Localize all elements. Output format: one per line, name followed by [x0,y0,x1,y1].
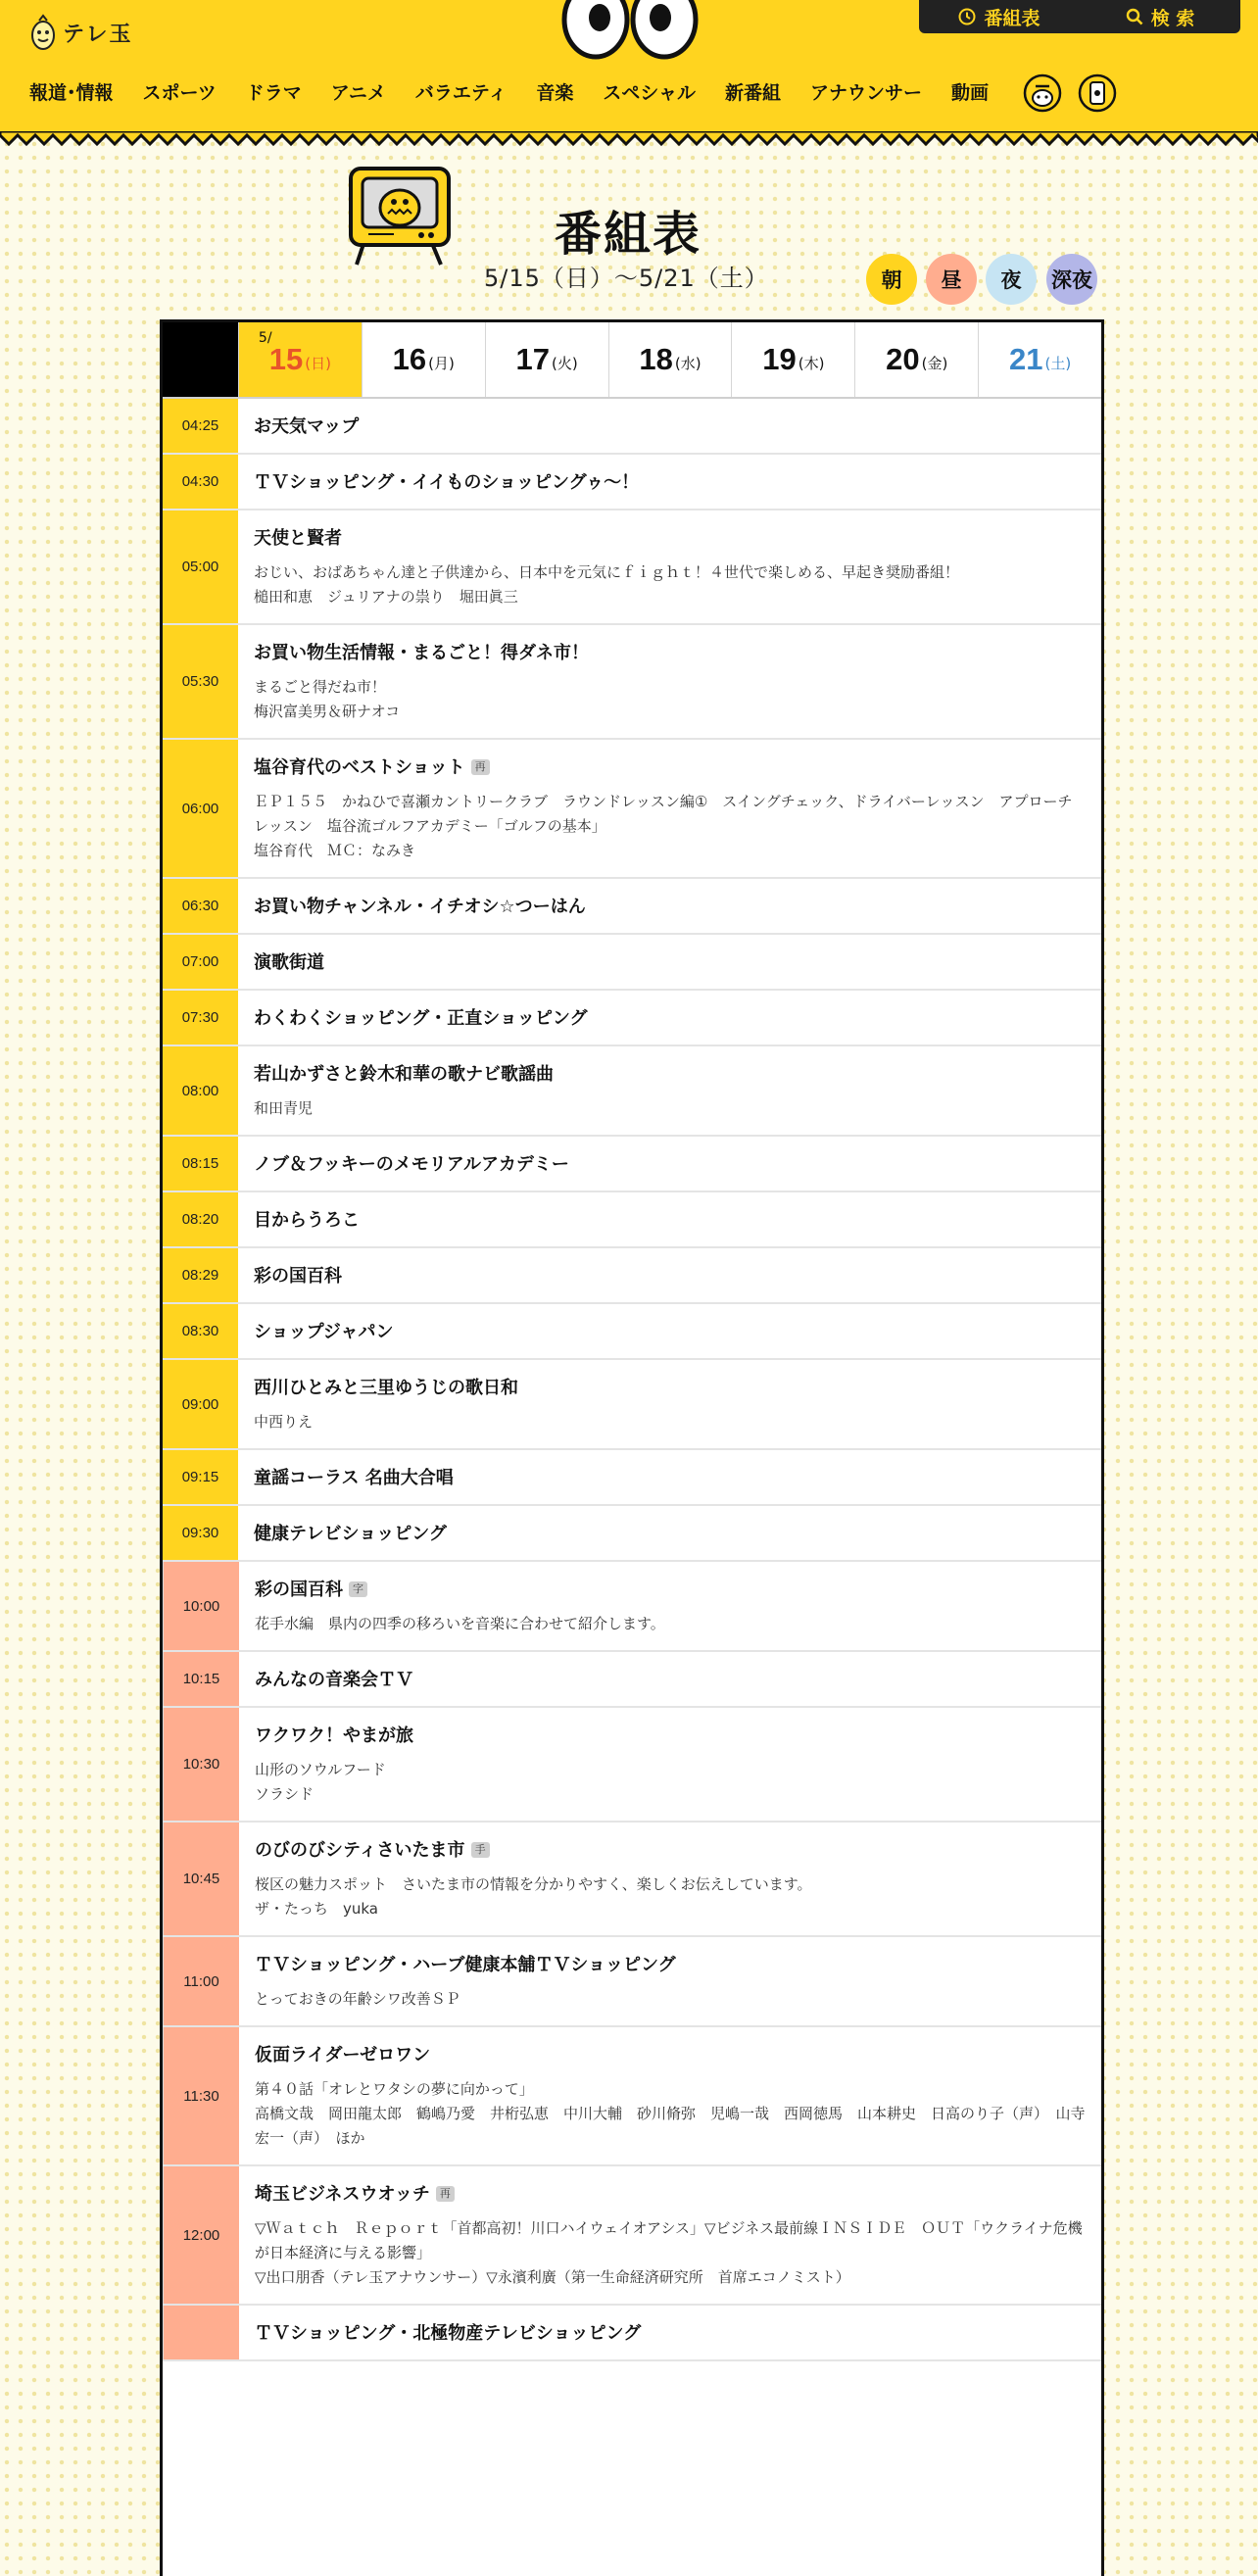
program-description: ▽Ｗａｔｃｈ Ｒｅｐｏｒｔ「首都高初！川口ハイウェイオアシス」▽ビジネス最前線ＩＮＳＩＤＥ ＯＵＴ「ウクライナ危機が日本経済に与える影響」 ▽出口朋香（テレ玉アナウンサー）▽永濱利廣（第一生命経済研究所 首席エコノミスト） [255,2219,1083,2286]
program-row[interactable] [163,991,1101,1046]
program-time: 05:00 [163,510,238,623]
program-title-line [254,756,1086,780]
program-info [238,1046,1101,1135]
program-title-line [254,1467,1086,1490]
day-tab-20[interactable] [854,322,978,397]
program-row[interactable] [163,2306,1101,2361]
program-description: 和田青児 [254,1099,314,1117]
top-button-bar [919,0,1240,33]
mascot-icon[interactable] [1023,73,1062,113]
program-info [238,510,1101,623]
program-row[interactable] [163,740,1101,879]
program-time: 10:45 [163,1823,239,1935]
program-row[interactable] [163,1823,1101,1937]
nav-drama[interactable]: ドラマ [245,82,302,104]
program-description: 花手水編 県内の四季の移ろいを音楽に合わせて紹介します。 [255,1615,665,1632]
program-title-line [254,1007,1086,1031]
program-title-line [254,1321,1086,1344]
night-label: 夜 [1000,268,1022,292]
program-title[interactable]: ＴＶショッピング・北極物産テレビショッピング [255,2323,642,2344]
program-title[interactable]: 塩谷育代のベストショット [254,757,465,778]
program-title[interactable]: ノブ＆フッキーのメモリアルアカデミー [254,1154,569,1175]
time-of-day-night-button[interactable] [986,254,1037,305]
program-time: 04:25 [163,399,238,453]
program-title[interactable]: わくわくショッピング・正直ショッピング [254,1008,588,1029]
program-info [239,2306,1101,2359]
program-info [238,1248,1101,1302]
time-of-day-late-night-button[interactable] [1046,254,1097,305]
day-tab-15[interactable] [238,322,362,397]
program-info [238,455,1101,509]
program-title-line [254,1063,1086,1087]
site-header [0,0,1258,135]
day-number: 17 [515,342,550,376]
nav-announcers[interactable]: アナウンサー [809,82,922,104]
program-info [238,879,1101,933]
program-time: 08:20 [163,1192,238,1246]
program-row[interactable] [163,1937,1101,2027]
program-badge: 再 [436,2186,455,2202]
program-time: 04:30 [163,455,238,509]
program-info [238,1137,1101,1191]
day-tab-16[interactable] [362,322,485,397]
program-title-line [255,2322,1086,2346]
program-row[interactable] [163,1248,1101,1304]
day-tab-21[interactable] [978,322,1101,397]
page-title: 番組表 [555,207,702,262]
day-weekday: (月) [428,354,455,372]
program-row[interactable] [163,1304,1101,1360]
program-title-line [254,1523,1086,1546]
program-title-line [255,1954,1086,1977]
program-row[interactable] [163,1046,1101,1137]
program-title-line [255,2044,1086,2067]
program-info [238,740,1101,877]
program-row[interactable] [163,1192,1101,1248]
day-month: 5/ [258,330,272,346]
program-time: 08:29 [163,1248,238,1302]
program-time: 08:15 [163,1137,238,1191]
program-time: 11:30 [163,2027,239,2164]
tv-mascot-icon [343,165,457,267]
day-number: 19 [762,342,797,376]
program-time: 10:00 [163,1562,239,1650]
program-title[interactable]: ＴＶショッピング・イイものショッピングゥ～！ [254,472,640,493]
program-time: 07:00 [163,935,238,989]
program-title[interactable]: 演歌街道 [254,952,324,973]
program-info [238,1192,1101,1246]
program-title-line [254,1153,1086,1177]
day-selector [163,322,1101,399]
day-tab-17[interactable] [485,322,608,397]
program-title[interactable]: 童謡コーラス 名曲大合唱 [254,1468,454,1488]
program-info [239,1823,1101,1935]
time-of-day-morning-button[interactable] [866,254,917,305]
day-number: 20 [886,342,920,376]
day-number: 16 [392,342,427,376]
program-title[interactable]: 若山かずさと鈴木和華の歌ナビ歌謡曲 [254,1064,554,1085]
nav-new-programs[interactable]: 新番組 [724,82,781,104]
program-title[interactable]: 仮面ライダーゼロワン [255,2045,431,2066]
program-info [239,1562,1101,1650]
mobile-icon[interactable] [1078,73,1117,113]
program-title-line [255,1579,1086,1602]
program-title-line [254,1209,1086,1233]
program-title-line [255,1839,1086,1863]
program-time: 06:00 [163,740,238,877]
program-row[interactable] [163,1506,1101,1562]
nav-sports[interactable]: スポーツ [142,82,217,104]
nav-music[interactable]: 音楽 [536,82,574,104]
program-guide-button[interactable] [919,0,1080,33]
program-info [239,2027,1101,2164]
program-info [239,1652,1101,1706]
program-info [239,1708,1101,1821]
program-title-line [254,527,1086,551]
program-title-line [255,2183,1086,2207]
program-title-line [254,951,1086,975]
program-description: ＥＰ１５５ かねひで喜瀬カントリークラブ ラウンドレッスン編① スイングチェック、ドライバーレッスン アプローチレッスン 塩谷流ゴルフアカデミー「ゴルフの基本」 塩谷育代 ＭＣ：なみき [254,793,1073,859]
program-time: 11:00 [163,1937,239,2025]
program-time: 09:30 [163,1506,238,1560]
program-title[interactable]: お買い物生活情報・まるごと！得ダネ市！ [254,643,589,663]
program-guide-label: 番組表 [984,7,1040,29]
logo-text: テレ玉 [63,22,133,47]
program-time: 09:15 [163,1450,238,1504]
program-title-line [254,415,1086,439]
tetama-mascot-icon [29,14,57,51]
program-title[interactable]: ショップジャパン [254,1322,394,1342]
day-tab-19[interactable] [731,322,854,397]
program-info [238,1360,1101,1448]
program-description: まるごと得だね市！ 梅沢富美男＆研ナオコ [254,678,401,720]
program-title-line [254,1377,1086,1400]
clock-icon [958,8,976,25]
program-row[interactable] [163,935,1101,991]
program-info [238,1506,1101,1560]
program-info [238,1304,1101,1358]
search-button[interactable] [1080,0,1240,33]
program-title[interactable]: のびのびシティさいたま市 [255,1840,465,1861]
search-icon [1126,8,1143,25]
program-title[interactable]: 彩の国百科 [254,1266,342,1287]
program-title-line [254,1265,1086,1288]
program-title[interactable]: 埼玉ビジネスウオッチ [255,2184,430,2205]
header-zigzag-edge [0,131,1258,147]
program-time: 10:15 [163,1652,239,1706]
day-weekday: (日) [305,354,331,372]
program-time: 06:30 [163,879,238,933]
program-title-line [254,471,1086,495]
program-row[interactable] [163,1708,1101,1823]
program-description: 中西りえ [254,1413,314,1431]
program-description: 桜区の魅力スポット さいたま市の情報を分かりやすく、楽しくお伝えしています。 ザ・たっち yuka [255,1875,812,1918]
program-description: とっておきの年齢シワ改善ＳＰ [255,1990,460,2008]
nav-special[interactable]: スペシャル [603,82,696,104]
program-title-line [254,642,1086,665]
program-title[interactable]: 健康テレビショッピング [254,1524,447,1544]
day-weekday: (火) [551,354,578,372]
day-number: 15 [268,342,304,376]
program-info [238,1450,1101,1504]
noon-label: 昼 [941,268,962,292]
search-label: 検 索 [1150,7,1195,29]
program-description: 第４０話「オレとワタシの夢に向かって」 高橋文哉 岡田龍太郎 鶴嶋乃愛 井桁弘恵 中川大輔 砂川脩弥 児嶋一哉 西岡徳馬 山本耕史 日高のり子（声） 山寺宏一（声） ほか [255,2080,1086,2147]
program-row[interactable] [163,2166,1101,2306]
morning-label: 朝 [881,268,902,292]
day-weekday: (木) [798,354,825,372]
nav-anime[interactable]: アニメ [330,82,386,104]
program-row[interactable] [163,879,1101,935]
program-badge: 字 [349,1581,367,1597]
day-number: 21 [1009,342,1043,376]
program-row[interactable] [163,1360,1101,1450]
program-row[interactable] [163,2027,1101,2166]
program-title[interactable]: ワクワク！やまが旅 [255,1725,413,1746]
day-weekday: (土) [1044,354,1072,372]
program-title-line [255,1725,1086,1748]
program-info [238,935,1101,989]
program-row[interactable] [163,399,1101,455]
schedule-table [160,319,1104,2576]
program-time [163,2306,239,2359]
day-weekday: (水) [674,354,702,372]
program-title[interactable]: 西川ひとみと三里ゆうじの歌日和 [254,1378,518,1398]
program-title-line [255,1669,1086,1692]
program-time: 07:30 [163,991,238,1045]
program-info [238,991,1101,1045]
program-time: 10:30 [163,1708,239,1821]
program-info [238,625,1101,738]
program-time: 12:00 [163,2166,239,2304]
program-time: 05:30 [163,625,238,738]
program-info [239,2166,1101,2304]
program-description: おじい、おばあちゃん達と子供達から、日本中を元気にｆｉｇｈｔ！４世代で楽しめる、早起き奨励番組！ 槌田和恵 ジュリアナの祟り 堀田眞三 [254,563,960,606]
program-row[interactable] [163,1137,1101,1192]
program-title[interactable]: ＴＶショッピング・ハーブ健康本舗ＴＶショッピング [255,1955,676,1975]
day-weekday: (金) [921,354,948,372]
nav-videos[interactable]: 動画 [951,82,990,104]
time-of-day-noon-button[interactable] [926,254,977,305]
main-nav [16,65,1117,122]
nav-news[interactable]: 報道･情報 [29,82,114,104]
program-list [163,399,1101,2361]
program-row[interactable] [163,1652,1101,1708]
program-row[interactable] [163,625,1101,740]
program-time: 08:00 [163,1046,238,1135]
program-info [238,399,1101,453]
day-tab-18[interactable] [608,322,732,397]
program-badge: 再 [471,759,490,775]
program-description: 山形のソウルフード ソラシド [255,1761,386,1803]
site-logo[interactable] [29,14,133,51]
program-title[interactable]: お買い物チャンネル・イチオシ☆つーはん [254,897,586,917]
date-range: 5/15（日）〜5/21（土） [484,265,769,292]
program-badge: 手 [471,1842,490,1858]
mascot-eyes-icon [556,0,703,61]
program-title[interactable]: お天気マップ [254,416,360,437]
program-title[interactable]: 天使と賢者 [254,528,342,549]
program-title[interactable]: 目からうろこ [254,1210,360,1231]
program-title[interactable]: 彩の国百科 [255,1580,343,1600]
program-row[interactable] [163,1562,1101,1652]
program-info [239,1937,1101,2025]
program-time: 08:30 [163,1304,238,1358]
late-night-label: 深夜 [1051,268,1092,292]
program-title-line [254,896,1086,919]
day-selector-corner [163,322,238,397]
program-title[interactable]: みんなの音楽会ＴＶ [255,1670,413,1690]
program-row[interactable] [163,1450,1101,1506]
program-row[interactable] [163,510,1101,625]
program-time: 09:00 [163,1360,238,1448]
nav-variety[interactable]: バラエティ [414,82,508,104]
program-row[interactable] [163,455,1101,510]
day-number: 18 [639,342,673,376]
